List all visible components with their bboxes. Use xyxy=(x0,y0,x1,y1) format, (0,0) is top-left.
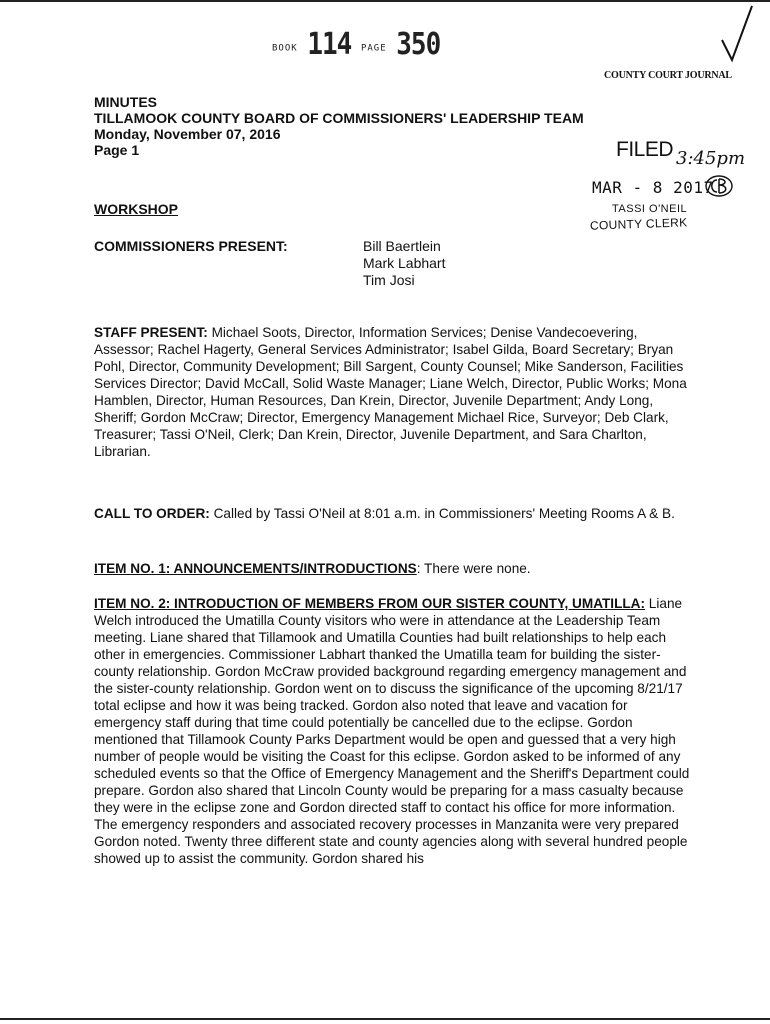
item-2-text-continued: The emergency responders and associated recovery processes in Manzanita were very prepared Gordon noted. Twenty three different state and county agencies along with several hundred people showed up to assist the community. Gordon shared his xyxy=(94,817,688,866)
book-number: 114 xyxy=(307,27,352,63)
county-court-journal-label: COUNTY COURT JOURNAL xyxy=(604,70,732,81)
book-label: BOOK xyxy=(272,43,298,54)
item-1-text: : There were none. xyxy=(416,561,531,576)
header-date: Monday, November 07, 2016 xyxy=(94,126,281,142)
bottom-border-line xyxy=(0,1018,770,1020)
staff-present-text: Michael Soots, Director, Information Services; Denise Vandecoevering, Assessor; Rachel Hagerty, General Services Administrator; Isabel Gilda, Board Secretary; Bryan Pohl, Director, Community Development; Bill Sargent, County Counsel; Mike Sanderson, Facilities Services Director; David McCall, Solid Waste Manager; Liane Welch, Director, Public Works; Mona Hamblen, Director, Human Resources, Dan Krein, Director, Juvenile Department; Andy Long, Sheriff; Gordon McCraw; Director, Emergency Management Michael Rice, Surveyor; Deb Clark, Treasurer; Tassi O'Neil, Clerk; Dan Krein, Director, Juvenile Department, and Sara Charlton, Librarian. xyxy=(94,325,687,459)
staff-present-paragraph xyxy=(94,324,694,460)
header-board-title: TILLAMOOK COUNTY BOARD OF COMMISSIONERS' LEADERSHIP TEAM xyxy=(94,110,584,126)
header-minutes: MINUTES xyxy=(94,94,157,110)
clerk-name: TASSI O'NEIL xyxy=(612,203,688,215)
call-to-order-paragraph xyxy=(94,505,694,522)
item-1-label: ITEM NO. 1: ANNOUNCEMENTS/INTRODUCTIONS xyxy=(94,561,417,576)
item-1-paragraph xyxy=(94,560,694,577)
commissioner-name: Tim Josi xyxy=(363,272,415,288)
filed-time-handwritten: 3:45pm xyxy=(676,148,746,169)
checkmark-icon xyxy=(718,4,758,64)
staff-present-label: STAFF PRESENT: xyxy=(94,325,208,340)
book-page-stamp xyxy=(272,27,441,63)
filed-label: FILED xyxy=(616,138,674,161)
call-to-order-label: CALL TO ORDER: xyxy=(94,506,210,521)
header-page: Page 1 xyxy=(94,142,140,158)
clerk-title: COUNTY CLERK xyxy=(589,215,688,233)
item-2-label: ITEM NO. 2: INTRODUCTION OF MEMBERS FROM OUR SISTER COUNTY, UMATILLA: xyxy=(94,596,646,611)
document-header xyxy=(94,94,584,158)
item-2-paragraph xyxy=(94,595,694,867)
initials-signature xyxy=(704,174,734,198)
top-border-line xyxy=(0,0,770,2)
commissioners-list xyxy=(363,238,445,289)
commissioner-name: Mark Labhart xyxy=(363,255,446,271)
call-to-order-text: Called by Tassi O'Neil at 8:01 a.m. in Commissioners' Meeting Rooms A & B. xyxy=(209,506,675,521)
commissioners-present-label: COMMISSIONERS PRESENT: xyxy=(94,238,288,254)
filed-date: MAR - 8 2017 xyxy=(592,178,714,197)
page-number: 350 xyxy=(396,27,441,63)
workshop-heading: WORKSHOP xyxy=(94,201,178,217)
commissioner-name: Bill Baertlein xyxy=(363,238,441,254)
item-2-text: Liane Welch introduced the Umatilla County visitors who were in attendance at the Leadership Team meeting. Liane shared that Tillamook and Umatilla Counties had built relationships to help each other in emergencies. Commissioner Labhart thanked the Umatilla team for building the sister-county relationship. Gordon McCraw provided background regarding emergency management and the sister-county relationship. Gordon went on to discuss the significance of the upcoming 8/21/17 total eclipse and how it was being tracked. Gordon also noted that leave and vacation for emergency staff during that time could potentially be cancelled due to the eclipse. Gordon mentioned that Tillamook County Parks Department would be open and guessed that a very high number of people would be visiting the Coast for this eclipse. Gordon asked to be informed of any scheduled events so that the Office of Emergency Management and the Sheriff's Department could prepare. Gordon also shared that Lincoln County would be preparing for a mass casualty because they were in the eclipse zone and Gordon directed staff to contact his office for more information. xyxy=(94,596,690,815)
page-label: PAGE xyxy=(360,43,387,54)
